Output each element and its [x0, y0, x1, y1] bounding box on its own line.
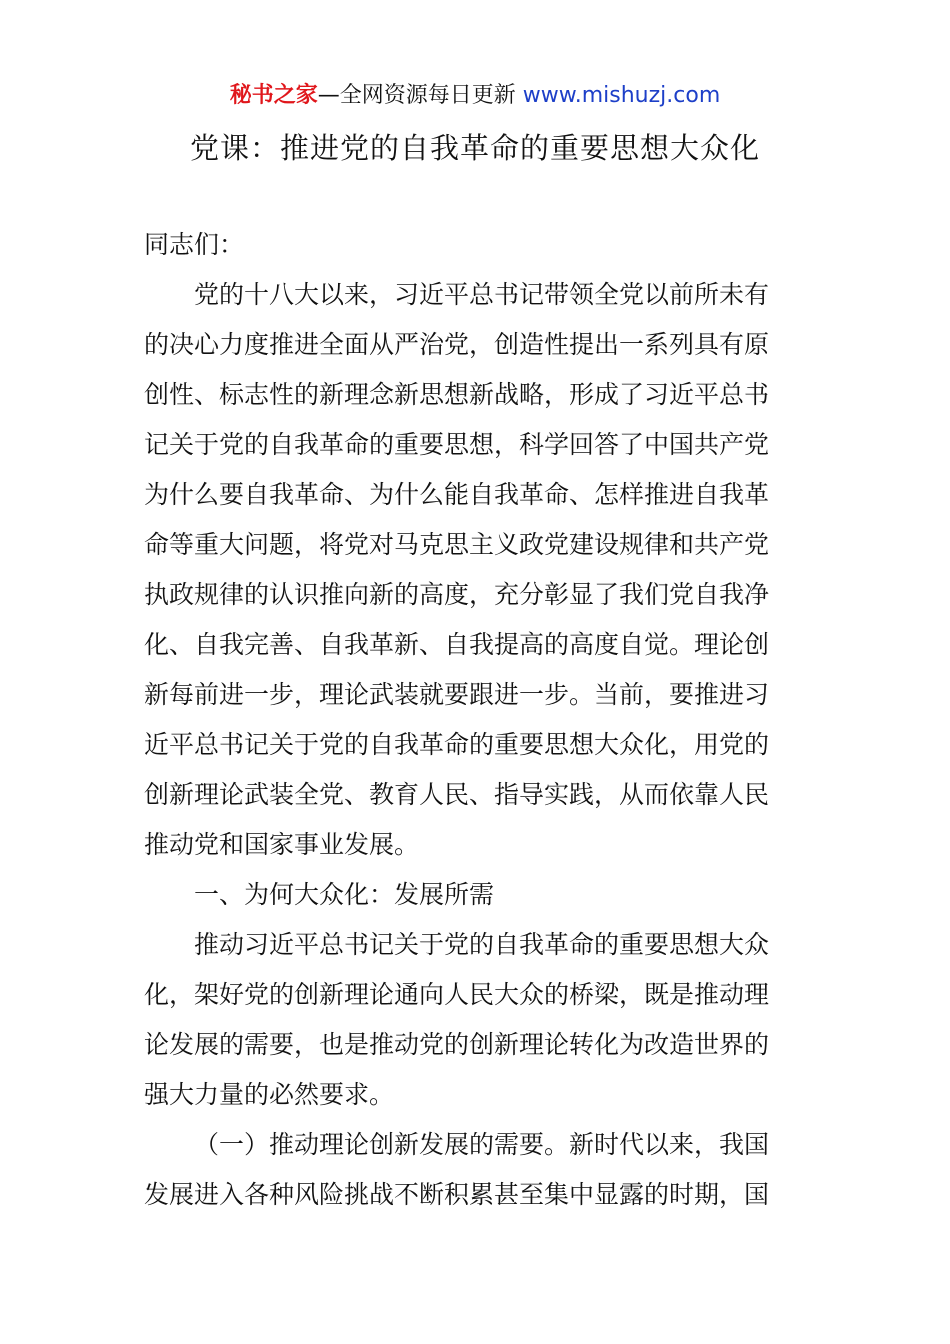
body-line: 一、为何大众化：发展所需 — [194, 880, 495, 909]
body-line: 推动党和国家事业发展。 — [144, 830, 420, 859]
body-line: （一）推动理论创新发展的需要。新时代以来，我国 — [194, 1130, 770, 1159]
document-body — [144, 220, 808, 1220]
body-line: 化、自我完善、自我革新、自我提高的高度自觉。理论创 — [144, 630, 770, 659]
body-line: 新每前进一步，理论武装就要跟进一步。当前，要推进习 — [144, 680, 770, 709]
body-line: 推动习近平总书记关于党的自我革命的重要思想大众 — [194, 930, 770, 959]
site-brand: 秘书之家 — [229, 83, 318, 108]
body-line: 化，架好党的创新理论通向人民大众的桥梁，既是推动理 — [144, 980, 770, 1009]
document-title: 党课：推进党的自我革命的重要思想大众化 — [189, 131, 760, 165]
body-line: 为什么要自我革命、为什么能自我革命、怎样推进自我革 — [144, 480, 770, 509]
body-line: 命等重大问题，将党对马克思主义政党建设规律和共产党 — [144, 530, 770, 559]
body-line: 的决心力度推进全面从严治党，创造性提出一系列具有原 — [144, 330, 770, 359]
body-line: 同志们： — [144, 230, 245, 259]
site-header — [0, 80, 950, 112]
body-line: 发展进入各种风险挑战不断积累甚至集中显露的时期，国 — [144, 1180, 770, 1209]
body-line: 党的十八大以来，习近平总书记带领全党以前所未有 — [194, 280, 770, 309]
body-line: 执政规律的认识推向新的高度，充分彰显了我们党自我净 — [144, 580, 770, 609]
site-tagline: —全网资源每日更新 — [317, 83, 523, 108]
body-line: 记关于党的自我革命的重要思想，科学回答了中国共产党 — [144, 430, 770, 459]
site-url-link[interactable]: www.mishuzj.com — [522, 83, 721, 108]
body-line: 创性、标志性的新理念新思想新战略，形成了习近平总书 — [144, 380, 770, 409]
body-line: 论发展的需要，也是推动党的创新理论转化为改造世界的 — [144, 1030, 770, 1059]
body-line: 强大力量的必然要求。 — [144, 1080, 395, 1109]
body-line: 创新理论武装全党、教育人民、指导实践，从而依靠人民 — [144, 780, 770, 809]
body-line: 近平总书记关于党的自我革命的重要思想大众化，用党的 — [144, 730, 770, 759]
